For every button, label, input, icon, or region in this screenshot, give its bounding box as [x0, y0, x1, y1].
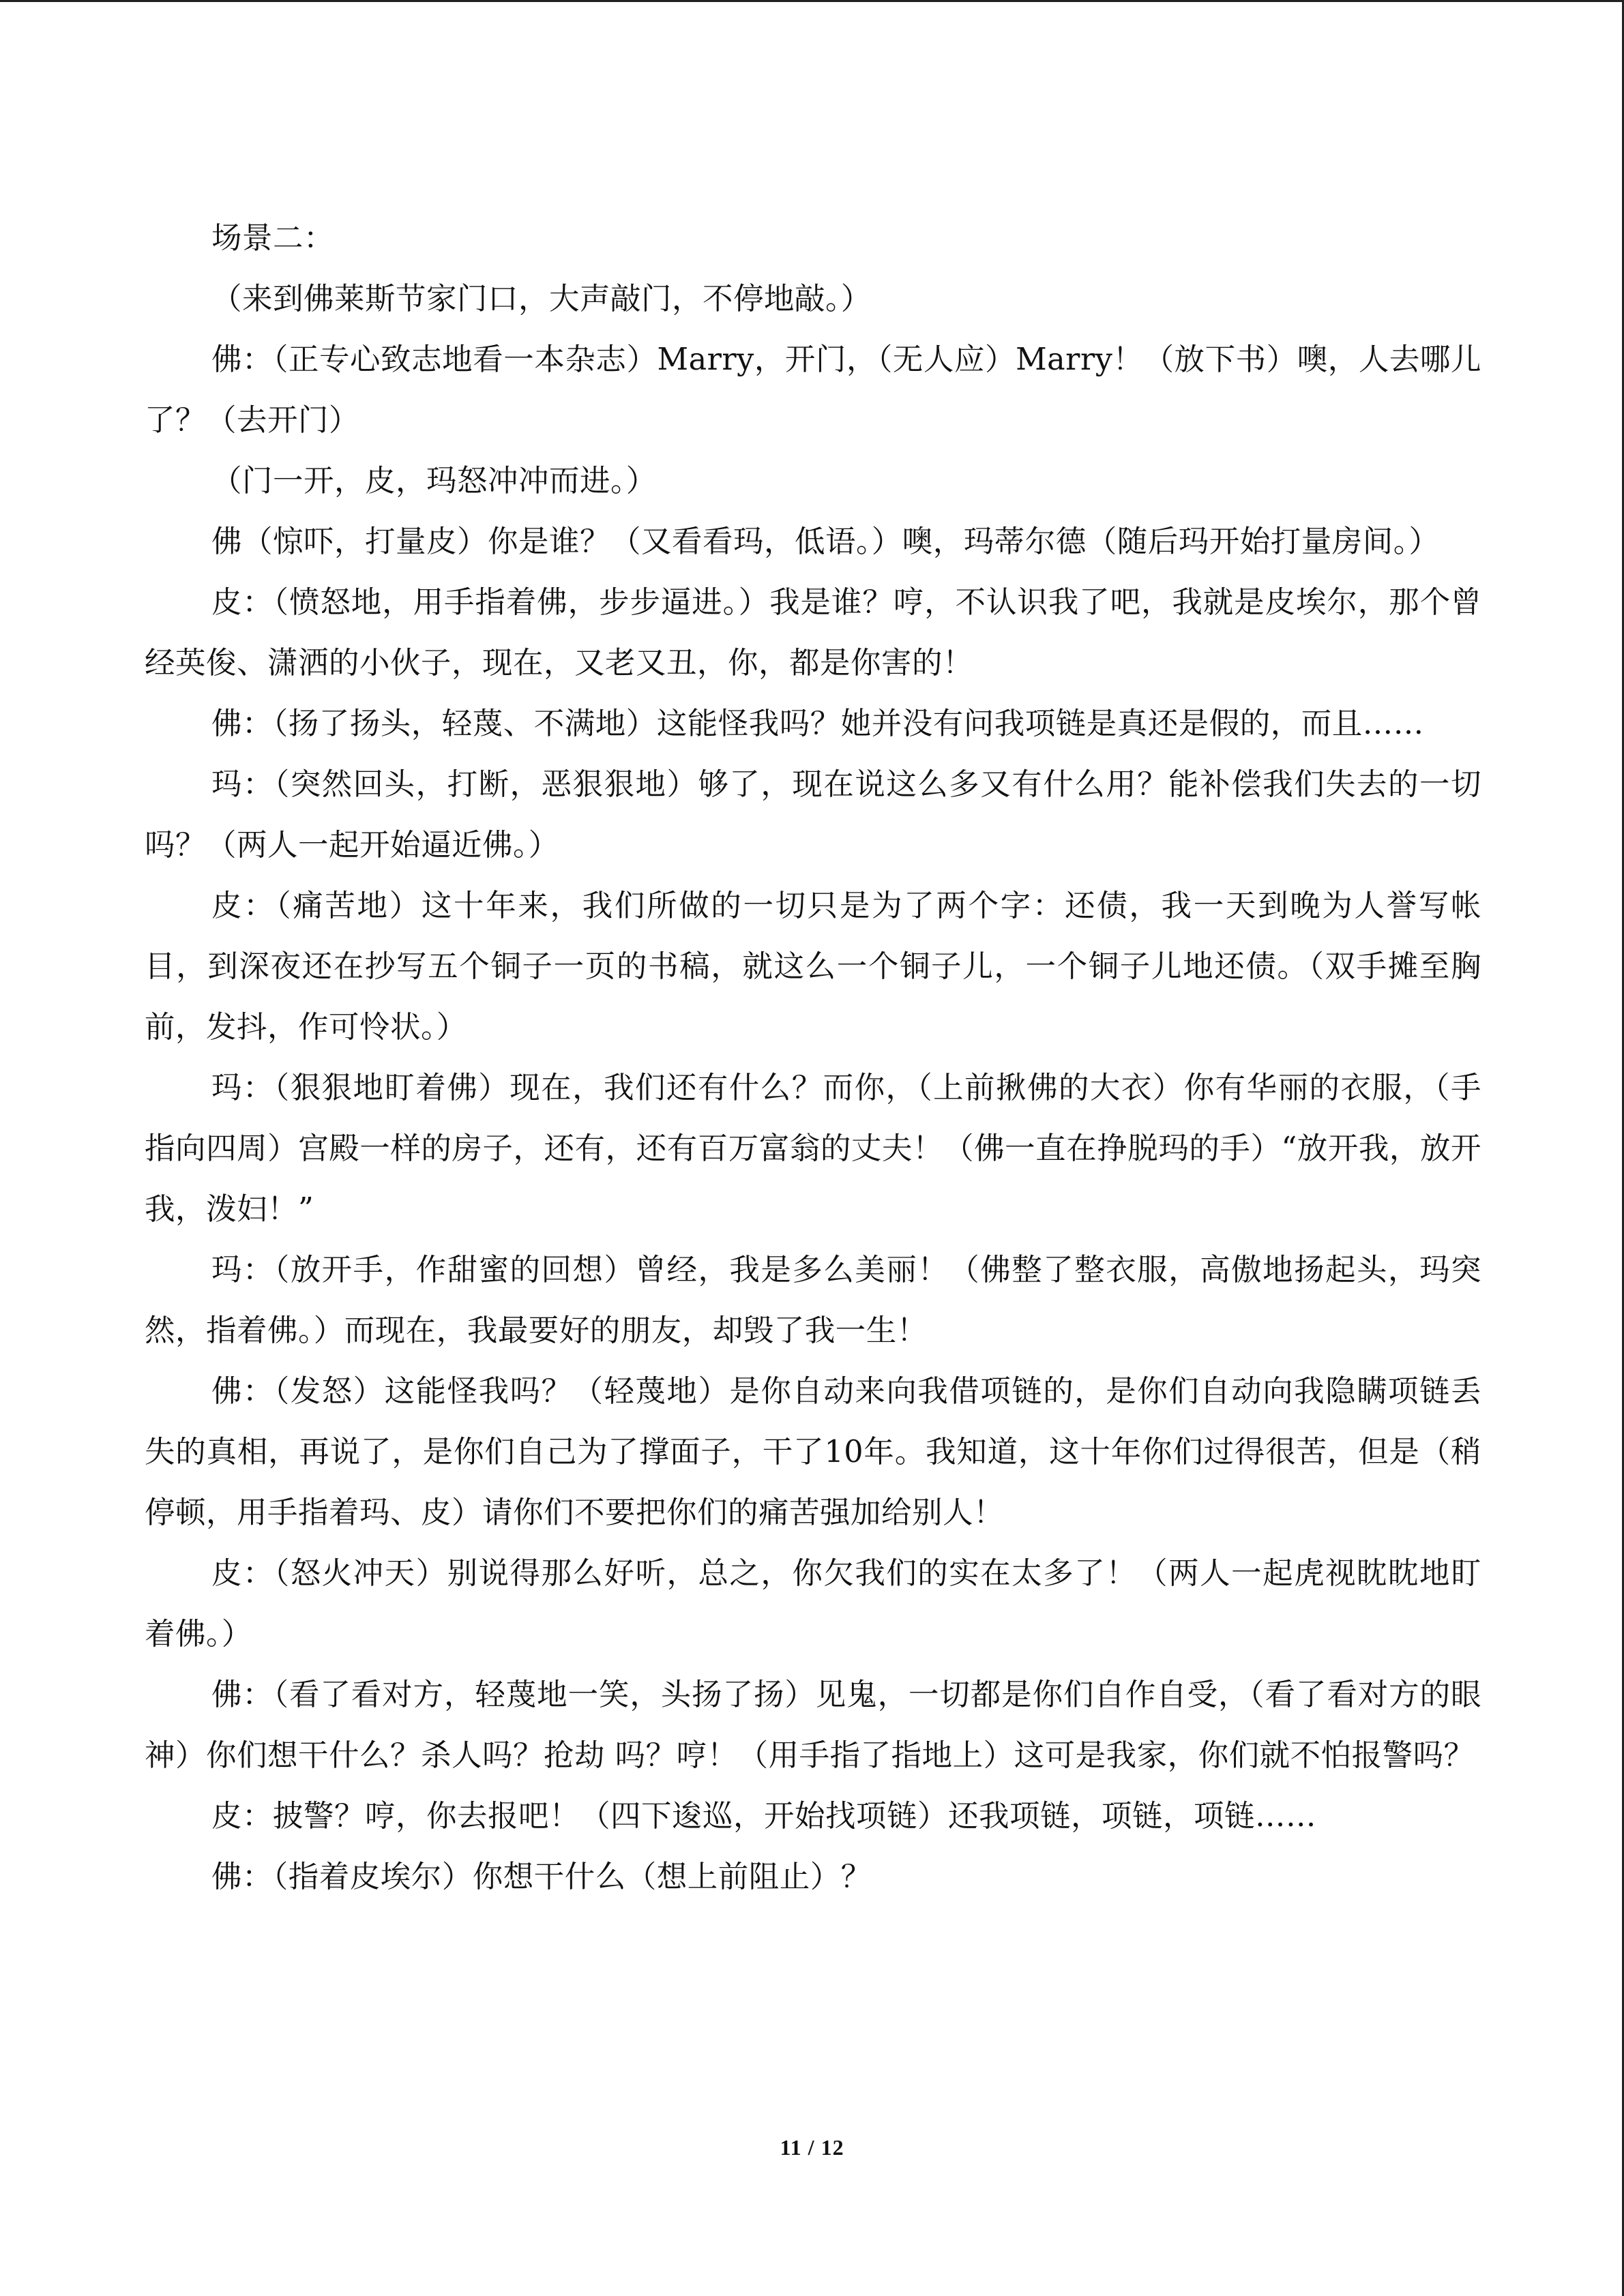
stage-direction: （门一开，皮，玛怒冲冲而进。） — [211, 464, 657, 498]
dialogue-paragraph: 皮：（愤怒地，用手指着佛，步步逼进。）我是谁？哼，不认识我了吧，我就是皮埃尔，那个曾经英俊、潇洒的小伙子，现在，又老又丑，你，都是你害的！ — [145, 585, 1481, 681]
dialogue-paragraph: 佛（惊吓，打量皮）你是谁？（又看看玛，低语。）噢，玛蒂尔德（随后玛开始打量房间。） — [211, 524, 1440, 559]
dialogue-paragraph: 玛：（突然回头，打断，恶狠狠地）够了，现在说这么多又有什么用？能补偿我们失去的一切吗？（两人一起开始逼近佛。） — [145, 767, 1481, 863]
dialogue-paragraph: 佛：（指着皮埃尔）你想干什么（想上前阻止）？ — [211, 1860, 872, 1894]
dialogue-paragraph: 佛：（看了看对方，轻蔑地一笑，头扬了扬）见鬼，一切都是你们自作自受，（看了看对方的眼神）你们想干什么？杀人吗？抢劫 吗？哼！（用手指了指地上）这可是我家，你们就不怕报警吗？ — [145, 1678, 1481, 1773]
scene-heading: 场景二： — [211, 221, 335, 256]
script-body — [145, 208, 1481, 1907]
dialogue-paragraph: 佛：（正专心致志地看一本杂志）Marry，开门，（无人应）Marry！（放下书）噢，人去哪儿了？（去开门） — [145, 342, 1481, 438]
dialogue-paragraph: 皮：（怒火冲天）别说得那么好听，总之，你欠我们的实在太多了！（两人一起虎视眈眈地盯着佛。） — [145, 1556, 1481, 1652]
page-number: 11 / 12 — [780, 2135, 844, 2160]
dialogue-paragraph: 皮：（痛苦地）这十年来，我们所做的一切只是为了两个字：还债，我一天到晚为人誉写帐目，到深夜还在抄写五个铜子一页的书稿，就这么一个铜子儿，一个铜子儿地还债。（双手摊至胸前，发抖，作可怜状。） — [145, 889, 1481, 1045]
dialogue-paragraph: 佛：（发怒）这能怪我吗？（轻蔑地）是你自动来向我借项链的，是你们自动向我隐瞒项链丢失的真相，再说了，是你们自己为了撑面子，干了10年。我知道，这十年你们过得很苦，但是（稍停顿，用手指着玛、皮）请你们不要把你们的痛苦强加给别人！ — [145, 1374, 1481, 1530]
dialogue-paragraph: 佛：（扬了扬头，轻蔑、不满地）这能怪我吗？她并没有问我项链是真还是假的，而且…… — [211, 706, 1424, 741]
stage-direction: （来到佛莱斯节家门口，大声敲门，不停地敲。） — [211, 282, 872, 316]
dialogue-paragraph: 玛：（放开手，作甜蜜的回想）曾经，我是多么美丽！（佛整了整衣服，高傲地扬起头，玛突然，指着佛。）而现在，我最要好的朋友，却毁了我一生！ — [145, 1253, 1481, 1348]
dialogue-paragraph: 皮：披警？哼，你去报吧！（四下逡巡，开始找项链）还我项链，项链，项链…… — [211, 1799, 1317, 1834]
dialogue-paragraph: 玛：（狠狠地盯着佛）现在，我们还有什么？而你，（上前揪佛的大衣）你有华丽的衣服，（手指向四周）宫殿一样的房子，还有，还有百万富翁的丈夫！（佛一直在挣脱玛的手）“放开我，放开我，泼妇！” — [145, 1071, 1481, 1227]
